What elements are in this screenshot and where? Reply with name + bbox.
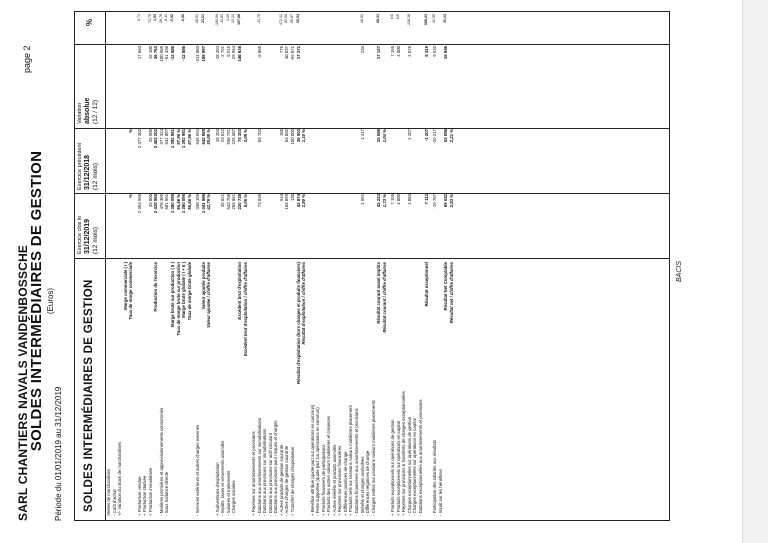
row-value-percent: -100,00: [214, 14, 219, 27]
row-label: - Dotations aux provisions pour risques et charges: [273, 420, 279, 516]
row-value-previous: %: [128, 129, 134, 133]
row-label: Valeur ajoutée produite: [200, 262, 206, 310]
row-value-previous: -29 217: [432, 129, 438, 144]
row-value-percent: 1,29: [225, 14, 230, 21]
row-value-previous: 1 207: [406, 129, 412, 140]
row-value-current: 73 839: [256, 194, 262, 208]
row-value-previous: 18 204: [214, 129, 220, 143]
row-value-previous: 25 900: [147, 129, 153, 143]
row-label: - Charges nettes sur cessions valeurs mobilières placements: [370, 400, 376, 516]
row-value-variation: -12 886: [181, 46, 187, 61]
row-value-previous: 74 103: [237, 129, 243, 143]
row-value-percent: -0,92: [181, 14, 186, 23]
currency-units: (Euros): [46, 287, 55, 315]
viewer-scrollbar[interactable]: [742, 0, 768, 543]
row-value-current: 69 042: [443, 194, 449, 208]
row-value-current: 1 651: [359, 194, 365, 205]
row-label: - Autres charges de gestion courante: [284, 445, 290, 516]
row-value-current: %: [128, 194, 134, 198]
table-row-rate: [449, 12, 455, 520]
row-label: Taux de marge commerciale: [128, 262, 134, 320]
row-value-previous: 842 989: [200, 129, 206, 145]
row-label: Valeur ajoutée / chiffre d'affaires: [206, 262, 212, 328]
row-value-current: 220 738: [237, 194, 243, 210]
header-variation-line2: absolue: [83, 97, 91, 124]
row-value-previous: 536 791: [225, 129, 231, 145]
row-value-variation: -18 204: [214, 46, 220, 61]
table-body: [106, 12, 454, 520]
row-value-previous: 26 503: [295, 129, 301, 143]
row-value-previous: 23 612: [220, 129, 226, 143]
row-value-previous: 64 062: [284, 129, 290, 143]
row-label: + Produits exceptionnels sur opérations en capital: [395, 421, 401, 516]
table-header: [75, 12, 106, 520]
row-value-percent: -11,81: [220, 14, 225, 24]
row-value-previous: 1,10 %: [301, 129, 307, 143]
row-label: + Autres produits de gestion courante: [278, 444, 284, 516]
row-label: + Produits nets sur cessions valeurs mobilières placement: [348, 405, 354, 516]
row-value-previous: 25 086: [376, 129, 382, 143]
row-label: Résultat Net Comptable: [443, 262, 449, 311]
row-value-current: 42 223: [376, 194, 382, 208]
row-value-variation: 9 510: [432, 46, 438, 57]
row-value-variation: 100 985: [158, 46, 164, 62]
row-value-previous: 377 324: [158, 129, 164, 145]
row-label: + Produits financiers de participations: [320, 444, 326, 516]
row-value-previous: 1 392 981: [170, 129, 176, 149]
row-value-current: 256 651: [231, 194, 237, 210]
row-label: Marge brute sur production ( II ): [170, 262, 176, 327]
row-label: - Charges sociales: [231, 480, 237, 516]
row-label: Marge brute globale ( I + II ): [181, 262, 187, 318]
row-value-current: 1 380 095: [181, 194, 187, 214]
page-title: SOLDES INTERMÉDIAIRES DE GESTION: [28, 150, 45, 452]
row-label: Taux de marge brute globale: [186, 262, 192, 321]
row-value-previous: 1 392 981: [181, 129, 187, 149]
row-value-percent: 30,03: [443, 14, 448, 23]
row-value-previous: 2 377 302: [136, 129, 142, 149]
header-variation-line3: (12 / 12): [91, 99, 99, 124]
row-label: - Dotations financières aux amortissements et provisions: [353, 408, 359, 516]
row-value-current: 7 195: [390, 194, 396, 205]
row-value-variation: 7 195: [390, 46, 396, 57]
header-current-year: [77, 194, 99, 254]
row-value-variation: 36 763: [153, 46, 159, 60]
row-value-previous: 57,96 %: [175, 129, 181, 145]
row-value-current: 1,73 %: [381, 194, 387, 208]
row-value-variation: -211 883: [195, 46, 201, 63]
row-label: - Charges exceptionnelles sur opérations de gestion: [406, 416, 412, 516]
row-label: - Sous traitance directe: [164, 471, 170, 516]
row-label: - Charges exceptionnelles sur opérations en capital: [412, 418, 418, 516]
row-value-previous: 57,96 %: [186, 129, 192, 145]
row-label: Résultat exceptionnel: [423, 262, 429, 307]
row-value-current: 7 112: [423, 194, 429, 205]
row-value-previous: 165: [278, 129, 284, 137]
row-value-percent: 197,88: [237, 14, 242, 25]
row-label: - Différences négatives de change: [365, 450, 371, 516]
row-value-previous: -1 207: [423, 129, 429, 142]
row-value-variation: 234: [359, 46, 365, 54]
row-value-percent: 13,22: [231, 14, 236, 23]
row-value-previous: 549 992: [195, 129, 201, 145]
row-label: + Reprises sur provisions financières: [337, 445, 343, 516]
row-label: Marge commerciale ( I ): [122, 262, 128, 310]
row-value-current: 2 394 965: [136, 194, 142, 214]
row-label: - Salaires et traitements: [225, 470, 231, 516]
row-value-percent: 16,51: [359, 14, 364, 23]
row-value-current: 543 706: [225, 194, 231, 210]
row-value-current: 2 439 965: [153, 194, 159, 214]
row-value-percent: -11,79: [256, 14, 261, 24]
row-value-variation: -9 865: [256, 46, 262, 59]
row-value-previous: 100 000: [289, 129, 295, 145]
row-value-current: 4 083: [406, 194, 412, 205]
footer-label: BACIS: [676, 261, 683, 283]
row-label: Excédent brut d'exploitation / chiffre d'affaires: [242, 262, 248, 357]
row-value-variation: 2 876: [406, 46, 412, 57]
row-value-current: 42,79 %: [206, 194, 212, 210]
row-value-current: -19 707: [432, 194, 438, 209]
row-label: Résultat courant / chiffre d'affaires: [381, 262, 387, 333]
row-value-percent: NS: [390, 14, 395, 19]
row-value-variation: -12 886: [170, 46, 176, 61]
row-label: + Autres intérêts et produits assimilés: [331, 444, 337, 516]
row-value-percent: -8,11: [164, 14, 169, 22]
row-value-variation: 29 964: [231, 46, 237, 60]
row-value-current: 338 109: [195, 194, 201, 210]
row-label: - Matières premières et approvisionnements consommés: [158, 407, 164, 516]
row-value-percent: -38,51: [195, 14, 200, 25]
row-value-variation: 8 319: [423, 46, 429, 57]
row-value-current: 1,80 %: [301, 194, 307, 208]
header-current-line1: Exercice clos le: [77, 215, 83, 254]
row-label: - Impôt sur les bénéfices: [437, 469, 443, 516]
row-value-variation: 4 000: [395, 46, 401, 57]
company-name: SARL CHANTIERS NAVALS VANDENBOSSCHE: [16, 244, 30, 521]
row-value-percent: 1,53: [153, 14, 158, 21]
row-value-variation: -2 791: [220, 46, 226, 59]
row-value-variation: 17 137: [376, 46, 382, 60]
header-previous-line3: (12 mois): [91, 162, 99, 190]
row-label: Excédent brut d'exploitation: [237, 262, 243, 320]
row-label: Résultat d'exploitation (hors charges et produits financiers): [295, 262, 301, 384]
row-label: + Bénéfice attribué (quote part sur opérations en commun): [309, 404, 315, 516]
row-value-current: 4 000: [395, 194, 401, 205]
row-label: + Production stockée: [142, 475, 148, 516]
row-label: Taux de marge brute sur production: [175, 262, 181, 336]
row-value-variation: 19 100: [147, 46, 153, 60]
row-value-previous: 53 096: [443, 129, 449, 143]
row-label: Résultat courant avant impôts: [376, 262, 382, 324]
header-previous-year: [77, 128, 99, 190]
row-value-current: 1 041 986: [200, 194, 206, 214]
row-value-percent: -99,87: [289, 14, 294, 25]
header-previous-line2: 31/12/2018: [83, 154, 91, 190]
row-label: + Reprises sur amortissements et provisions: [251, 431, 257, 516]
row-label: + Production vendue: [136, 476, 142, 516]
row-value-current: 944: [278, 194, 284, 202]
row-value-previous: 2,21 %: [448, 129, 454, 143]
row-value-variation: 15 946: [443, 46, 449, 60]
row-label: - Dotations exceptionnelles aux amortissements et provisions: [417, 399, 423, 516]
row-label: - Intérêts et charges assimilées: [359, 456, 365, 516]
row-value-variation: -99 871: [289, 46, 295, 61]
row-value-previous: 3,08 %: [242, 129, 248, 143]
row-value-current: 9,05 %: [242, 194, 248, 208]
row-value-percent: NS: [395, 14, 400, 19]
row-label: + Transfert de charges d'exploitation: [289, 446, 295, 516]
period-label: Période du 01/01/2019 au 31/12/2019: [54, 386, 63, 521]
row-label: + Subventions d'exploitation: [214, 462, 220, 516]
row-value-current: 1 380 095: [170, 194, 176, 214]
row-value-previous: 226 687: [231, 129, 237, 145]
row-label: Résultat net / chiffre d'affaires: [448, 262, 454, 324]
row-value-percent: 62,50: [284, 14, 289, 23]
row-label: Ventes de marchandises: [106, 468, 111, 516]
row-value-percent: -0,92: [170, 14, 175, 23]
row-value-variation: 198 997: [200, 46, 206, 62]
header-percent: %: [85, 18, 94, 26]
row-value-previous: 2 403 202: [153, 129, 159, 149]
row-label: - Impôts, taxes et versements assimilés: [220, 440, 226, 516]
row-value-current: 2,83 %: [448, 194, 454, 208]
header-previous-line1: Exercice précédent: [77, 142, 83, 190]
header-current-line2: 31/12/2019: [83, 218, 91, 254]
row-label: + Production immobilisée: [147, 467, 153, 516]
row-label: + Différences positives de change: [342, 451, 348, 516]
row-label: + Produits exceptionnels sur opérations de gestion: [390, 419, 396, 516]
row-value-variation: 17 371: [295, 46, 301, 60]
page-number: page 2: [22, 45, 32, 73]
row-value-variation: -51 336: [164, 46, 170, 61]
row-value-percent: 23,61: [200, 14, 205, 23]
header-current-line3: (12 mois): [91, 226, 99, 254]
row-value-current: 56,56 %: [186, 194, 192, 210]
row-label: + Reprises sur provisions & transferts de charges exceptionnelles: [401, 391, 407, 516]
row-value-variation: 146 635: [237, 46, 243, 62]
row-label: - Participation des salariés aux résultats: [432, 440, 438, 516]
row-value-percent: 26,76: [158, 14, 163, 23]
table-header-title: SOLDES INTERMÉDIAIRES DE GESTION: [83, 279, 95, 512]
row-value-current: 581 561: [164, 194, 170, 210]
row-value-previous: 1,04 %: [381, 129, 387, 143]
sig-table: [74, 11, 670, 521]
row-value-percent: 689,23: [423, 14, 428, 25]
row-value-percent: 73,75: [147, 14, 152, 23]
row-label: - Dotations aux amortissements sur immobilisations: [256, 417, 262, 516]
row-label: +/- Variation du stock de marchandises: [117, 441, 123, 516]
row-label: - Dotations aux provisions sur actif circulant: [267, 433, 273, 516]
row-value-current: 478 309: [158, 194, 164, 210]
row-label: - Coût d'achat: [111, 489, 117, 516]
row-value-previous: 632 897: [164, 129, 170, 145]
row-value-percent: 472,12: [278, 14, 283, 25]
row-value-current: 43 874: [295, 194, 301, 208]
row-label: Résultat d'exploitation / chiffre d'affaires: [301, 262, 307, 345]
row-value-percent: 0,74: [136, 14, 141, 21]
row-value-current: 130: [289, 194, 295, 202]
header-variation-line1: Variation: [77, 102, 83, 124]
row-value-percent: 68,31: [376, 14, 381, 23]
row-value-previous: 83 704: [256, 129, 262, 143]
row-value-current: 20 821: [220, 194, 226, 208]
row-value-current: 45 000: [147, 194, 153, 208]
row-value-variation: 779: [278, 46, 284, 54]
row-value-previous: 35,08 %: [206, 129, 212, 145]
header-variation: [77, 46, 99, 124]
row-label: - Dotations aux provisions sur immobilisations: [262, 428, 268, 516]
row-value-percent: 32,55: [432, 14, 437, 23]
row-label: - Services extérieurs et autres charges externes: [195, 424, 201, 516]
row-value-current: 104 099: [284, 194, 290, 210]
row-value-percent: 238,28: [406, 14, 411, 25]
row-value-previous: 1 417: [359, 129, 365, 140]
row-value-percent: 65,54: [295, 14, 300, 23]
row-label: - Perte supportée (quote part sur opérations en commun): [315, 407, 321, 516]
row-value-variation: 6 915: [225, 46, 231, 57]
row-value-variation: 17 663: [136, 46, 142, 60]
row-label: + Produits des autres valeurs mobilières et créances: [326, 416, 332, 516]
row-label: Production de l'exercice: [153, 262, 159, 312]
row-value-variation: 40 037: [284, 46, 290, 60]
row-value-current: 56,56 %: [175, 194, 181, 210]
